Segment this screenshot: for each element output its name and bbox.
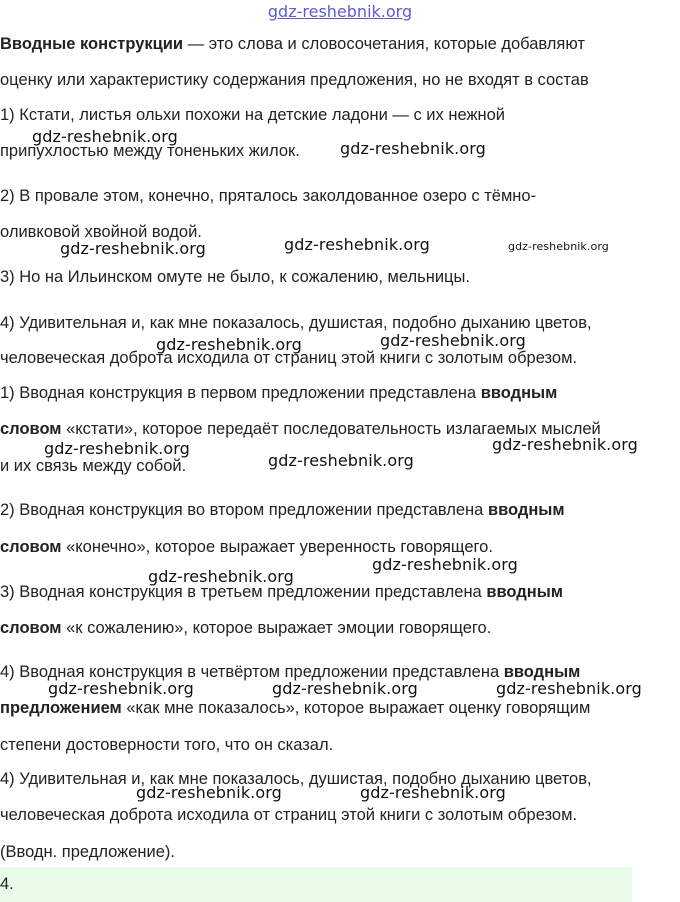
sentence-1-line-1: 1) Кстати, листья ольхи похожи на детские ладони — с их нежной: [0, 106, 506, 124]
explanation-text: «как мне показалось», которое выражает оценку говорящим: [121, 699, 591, 717]
explanation-text: «конечно», которое выражает уверенность говорящего.: [61, 538, 493, 556]
explanation-text: «к сожалению», которое выражает эмоции говорящего.: [61, 619, 492, 637]
repeat-sentence-4-line-3: (Вводн. предложение).: [0, 843, 175, 861]
repeat-sentence-4-line-1: 4) Удивительная и, как мне показалось, душистая, подобно дыханию цветов,: [0, 770, 592, 788]
term-bold: Вводные конструкции: [0, 35, 184, 53]
sentence-4-line-1: 4) Удивительная и, как мне показалось, душистая, подобно дыханию цветов,: [0, 314, 592, 332]
sentence-2-line-1: 2) В провале этом, конечно, пряталось заколдованное озеро с тёмно-: [0, 187, 537, 205]
bold-term: вводным: [487, 501, 565, 519]
watermark: gdz-reshebnik.org: [284, 235, 430, 254]
explanation-text: 3) Вводная конструкция в третьем предложении представлена: [0, 583, 487, 601]
watermark: gdz-reshebnik.org: [272, 679, 418, 698]
explanation-4-line-2: [0, 698, 590, 718]
answer-bar: [0, 867, 632, 902]
explanation-text: 4) Вводная конструкция в четвёртом предложении представлена: [0, 663, 504, 681]
bold-term: словом: [0, 420, 62, 438]
watermark: gdz-reshebnik.org: [268, 451, 414, 470]
explanation-4-line-3: степени достоверности того, что он сказал.: [0, 736, 334, 754]
answer-label: 4.: [0, 875, 14, 893]
explanation-text: 2) Вводная конструкция во втором предложении представлена: [0, 501, 488, 519]
watermark: gdz-reshebnik.org: [148, 567, 294, 586]
bold-term: словом: [0, 538, 62, 556]
bold-term: предложением: [0, 699, 122, 717]
bold-term: словом: [0, 619, 62, 637]
watermark: gdz-reshebnik.org: [372, 555, 518, 574]
definition-text: — это слова и словосочетания, которые добавляют: [183, 35, 585, 53]
header-watermark: gdz-reshebnik.org: [267, 2, 413, 21]
explanation-3-line-2: [0, 618, 491, 638]
bold-term: вводным: [480, 384, 558, 402]
watermark: gdz-reshebnik.org: [380, 331, 526, 350]
watermark: gdz-reshebnik.org: [60, 239, 206, 258]
sentence-2-line-2: оливковой хвойной водой.: [0, 223, 202, 241]
explanation-text: 1) Вводная конструкция в первом предложении представлена: [0, 384, 481, 402]
sentence-1-line-2: припухлостью между тоненьких жилок.: [0, 142, 300, 160]
watermark: gdz-reshebnik.org: [44, 439, 190, 458]
explanation-1-line-3: и их связь между собой.: [0, 457, 187, 475]
explanation-2-line-2: [0, 537, 493, 557]
explanation-text: «кстати», которое передаёт последовательность излагаемых мыслей: [61, 420, 601, 438]
watermark: gdz-reshebnik.org: [32, 127, 178, 146]
sentence-3: 3) Но на Ильинском омуте не было, к сожалению, мельницы.: [0, 268, 470, 286]
watermark: gdz-reshebnik.org: [508, 240, 609, 253]
watermark: gdz-reshebnik.org: [492, 435, 638, 454]
watermark: gdz-reshebnik.org: [136, 783, 282, 802]
watermark: gdz-reshebnik.org: [496, 679, 642, 698]
sentence-4-line-2: человеческая доброта исходила от страниц этой книги с золотым обрезом.: [0, 349, 578, 367]
bold-term: вводным: [486, 583, 563, 601]
definition-line-1: [0, 34, 585, 54]
watermark: gdz-reshebnik.org: [340, 139, 486, 158]
watermark: gdz-reshebnik.org: [360, 783, 506, 802]
watermark: gdz-reshebnik.org: [48, 679, 194, 698]
explanation-1-line-1: [0, 383, 557, 403]
definition-line-2: оценку или характеристику содержания предложения, но не входят в состав: [0, 71, 589, 89]
explanation-2-line-1: [0, 500, 565, 520]
watermark: gdz-reshebnik.org: [156, 335, 302, 354]
repeat-sentence-4-line-2: человеческая доброта исходила от страниц этой книги с золотым обрезом.: [0, 806, 578, 824]
bold-term: вводным: [503, 663, 581, 681]
